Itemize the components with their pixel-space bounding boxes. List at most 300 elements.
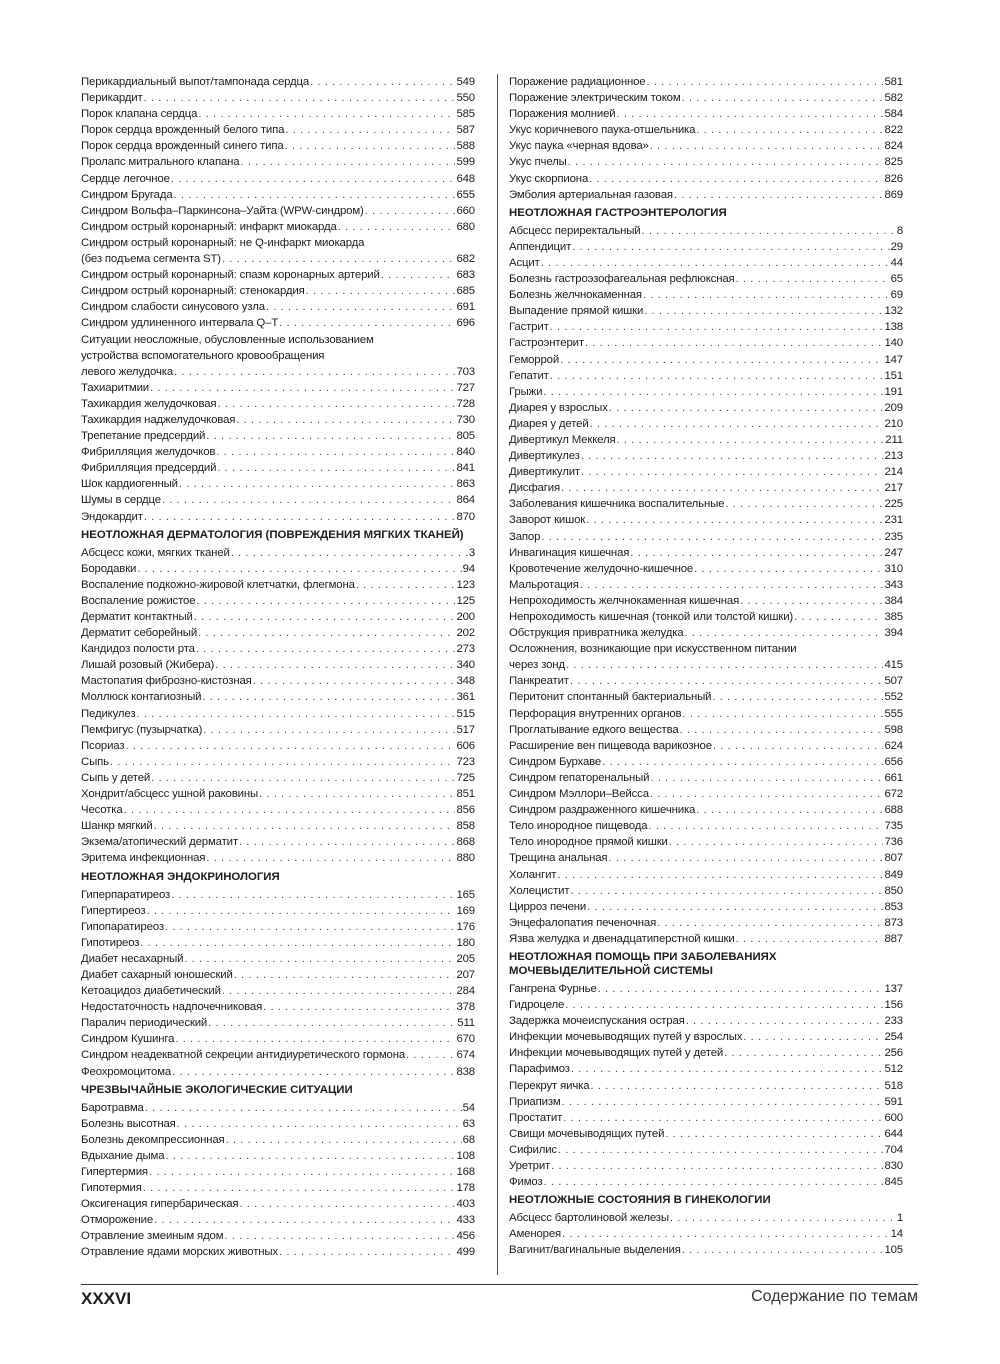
toc-entry[interactable] — [509, 1158, 903, 1174]
toc-entry[interactable] — [509, 609, 903, 625]
toc-page-number: 805 — [456, 430, 475, 443]
dot-leader — [184, 951, 455, 967]
dot-leader — [674, 187, 884, 203]
toc-entry-row — [509, 271, 903, 287]
toc-page-number: 138 — [884, 321, 903, 334]
toc-entry[interactable] — [81, 332, 475, 380]
toc-entry-title: Чесотка — [81, 804, 123, 817]
toc-page-number: 169 — [456, 904, 475, 917]
toc-entry-title: Моллюск контагиозный — [81, 691, 202, 704]
toc-entry[interactable] — [81, 689, 475, 705]
toc-entry-title: Гепатит — [509, 369, 549, 382]
dot-leader — [194, 609, 456, 625]
toc-entry[interactable] — [81, 802, 475, 818]
toc-page-number: 660 — [456, 204, 475, 217]
toc-entry[interactable] — [81, 74, 475, 90]
toc-entry[interactable] — [81, 609, 475, 625]
toc-entry[interactable] — [509, 480, 903, 496]
toc-entry[interactable] — [509, 997, 903, 1013]
toc-entry[interactable] — [81, 1164, 475, 1180]
toc-entry[interactable] — [81, 834, 475, 850]
dot-leader — [171, 887, 455, 903]
toc-entry[interactable] — [509, 496, 903, 512]
toc-entry[interactable] — [81, 903, 475, 919]
toc-entry-row — [509, 883, 903, 899]
toc-entry[interactable] — [509, 287, 903, 303]
toc-entry-row — [81, 1031, 475, 1047]
toc-entry-row — [509, 1158, 903, 1174]
toc-entry[interactable] — [81, 818, 475, 834]
toc-entry-title: Вдыхание дыма — [81, 1149, 165, 1162]
toc-entry[interactable] — [509, 239, 903, 255]
toc-page-number: 887 — [884, 932, 903, 945]
dot-leader — [234, 967, 456, 983]
toc-entry-title: Свищи мочевыводящих путей — [509, 1127, 665, 1140]
toc-entry-title: Кетоацидоз диабетический — [81, 985, 221, 998]
dot-leader — [541, 255, 890, 271]
toc-entry-row — [509, 335, 903, 351]
toc-page-number: 549 — [456, 76, 475, 88]
toc-entry-title: Синдром Бругада — [81, 188, 173, 201]
toc-page-number: 214 — [884, 466, 903, 479]
toc-entry-title: Дисфагия — [509, 482, 560, 495]
toc-entry[interactable] — [81, 722, 475, 738]
toc-entry-title: Кандидоз полости рта — [81, 643, 195, 656]
toc-page-number: 845 — [884, 1176, 903, 1189]
toc-entry[interactable] — [509, 335, 903, 351]
toc-entry-row — [509, 786, 903, 802]
toc-entry-row — [81, 625, 475, 641]
dot-leader — [562, 1094, 884, 1110]
toc-page-number: 14 — [890, 1228, 903, 1241]
dot-leader — [736, 271, 890, 287]
toc-entry[interactable] — [81, 935, 475, 951]
toc-entry[interactable] — [509, 74, 903, 90]
toc-entry[interactable] — [81, 1244, 475, 1260]
toc-column-right — [509, 74, 903, 1258]
toc-entry[interactable] — [81, 983, 475, 999]
toc-page-number: 830 — [884, 1160, 903, 1172]
toc-page-number: 736 — [884, 836, 903, 849]
toc-entry-title: Пролапс митрального клапана — [81, 156, 240, 169]
dot-leader — [648, 818, 883, 834]
toc-page-number: 284 — [456, 985, 475, 998]
toc-entry-row — [509, 480, 903, 496]
toc-entry[interactable] — [509, 625, 903, 641]
toc-entry[interactable] — [509, 1242, 903, 1258]
toc-page-number: 851 — [456, 788, 475, 801]
dot-leader — [338, 219, 456, 235]
toc-entry[interactable] — [509, 818, 903, 834]
toc-entry-row — [81, 545, 475, 561]
toc-entry[interactable] — [509, 171, 903, 187]
toc-entry[interactable] — [509, 271, 903, 287]
dot-leader — [206, 850, 455, 866]
toc-entry-title: Гипотиреоз — [81, 936, 140, 949]
toc-entry[interactable] — [509, 106, 903, 122]
toc-entry[interactable] — [509, 1045, 903, 1061]
toc-entry[interactable] — [509, 754, 903, 770]
toc-entry[interactable] — [81, 1116, 475, 1132]
dot-leader — [196, 641, 456, 657]
toc-entry[interactable] — [81, 786, 475, 802]
toc-entry[interactable] — [81, 138, 475, 154]
toc-entry[interactable] — [509, 529, 903, 545]
dot-leader — [650, 786, 884, 802]
toc-entry[interactable] — [509, 400, 903, 416]
toc-entry[interactable] — [509, 545, 903, 561]
toc-entry-title: Оксигенация гипербарическая — [81, 1198, 239, 1211]
toc-entry[interactable] — [509, 464, 903, 480]
toc-entry-row — [509, 529, 903, 545]
toc-entry-row — [509, 834, 903, 850]
toc-entry-title: Гипертиреоз — [81, 904, 146, 917]
toc-entry[interactable] — [81, 641, 475, 657]
toc-page-number: 655 — [456, 188, 475, 201]
toc-entry-row — [509, 981, 903, 997]
toc-page-number: 385 — [884, 611, 903, 623]
dot-leader — [259, 786, 455, 802]
dot-leader — [657, 915, 883, 931]
toc-page-number: 550 — [456, 92, 475, 105]
dot-leader — [589, 171, 883, 187]
toc-entry[interactable] — [81, 919, 475, 935]
toc-page-number: 685 — [456, 285, 475, 298]
toc-entry[interactable] — [81, 706, 475, 722]
toc-entry[interactable] — [81, 625, 475, 641]
dot-leader — [696, 802, 883, 818]
toc-entry[interactable] — [509, 1029, 903, 1045]
dot-leader — [240, 154, 455, 170]
toc-entry[interactable] — [81, 460, 475, 476]
dot-leader — [570, 883, 883, 899]
toc-entry[interactable] — [509, 770, 903, 786]
toc-entry[interactable] — [81, 887, 475, 903]
dot-leader — [285, 122, 455, 138]
toc-entry[interactable] — [81, 1064, 475, 1080]
toc-entry-title: Бородавки — [81, 562, 137, 575]
toc-entry-row — [509, 850, 903, 866]
toc-entry[interactable] — [509, 432, 903, 448]
toc-entry-row — [81, 1132, 475, 1148]
toc-entry[interactable] — [81, 444, 475, 460]
dot-leader — [560, 352, 883, 368]
toc-entry-row — [509, 770, 903, 786]
toc-page-number: 233 — [884, 1015, 903, 1028]
toc-entry[interactable] — [509, 1061, 903, 1077]
toc-entry[interactable] — [81, 967, 475, 983]
toc-entry[interactable] — [81, 299, 475, 315]
toc-entry[interactable] — [81, 673, 475, 689]
toc-entry[interactable] — [81, 1228, 475, 1244]
toc-entry[interactable] — [509, 1013, 903, 1029]
toc-entry-row — [81, 476, 475, 492]
dot-leader — [310, 74, 455, 90]
toc-entry-title: Синдром гепаторенальный — [509, 771, 650, 784]
toc-entry[interactable] — [81, 267, 475, 283]
toc-entry[interactable] — [81, 951, 475, 967]
toc-page-number: 880 — [456, 852, 475, 865]
toc-entry-row — [81, 722, 475, 738]
toc-entry[interactable] — [81, 283, 475, 299]
toc-entry[interactable] — [509, 850, 903, 866]
toc-entry[interactable] — [81, 509, 475, 525]
dot-leader — [151, 770, 455, 786]
toc-entry[interactable] — [509, 319, 903, 335]
toc-entry[interactable] — [509, 931, 903, 947]
toc-entry[interactable] — [81, 738, 475, 754]
toc-entry[interactable] — [509, 154, 903, 170]
toc-entry[interactable] — [509, 122, 903, 138]
toc-entry[interactable] — [81, 380, 475, 396]
toc-entry-row — [509, 577, 903, 593]
toc-entry-row — [509, 706, 903, 722]
toc-entry-row — [509, 1045, 903, 1061]
toc-entry-row — [509, 915, 903, 931]
toc-entry[interactable] — [509, 867, 903, 883]
toc-entry-title: Мальротация — [509, 578, 579, 591]
toc-entry-row — [509, 432, 903, 448]
toc-page-number: 723 — [456, 755, 475, 768]
toc-entry[interactable] — [81, 1180, 475, 1196]
dot-leader — [616, 432, 884, 448]
toc-entry-row — [81, 903, 475, 919]
toc-entry-title: Инвагинация кишечная — [509, 546, 630, 559]
dot-leader — [162, 492, 456, 508]
toc-page-number: 691 — [456, 301, 475, 314]
toc-entry[interactable] — [81, 1031, 475, 1047]
toc-entry-title: Сифилис — [509, 1143, 557, 1156]
toc-entry[interactable] — [509, 90, 903, 106]
toc-entry[interactable] — [509, 641, 903, 673]
toc-page-number: 696 — [456, 317, 475, 330]
dot-leader — [568, 154, 884, 170]
dot-leader — [165, 1148, 455, 1164]
toc-entry-title: Выпадение прямой кишки — [509, 305, 644, 318]
toc-page-number: 140 — [884, 337, 903, 350]
toc-entry-row — [509, 171, 903, 187]
toc-entry[interactable] — [81, 235, 475, 267]
toc-entry[interactable] — [509, 368, 903, 384]
toc-entry[interactable] — [81, 219, 475, 235]
toc-entry[interactable] — [509, 593, 903, 609]
toc-entry-title: Болезнь высотная — [81, 1117, 176, 1130]
toc-entry[interactable] — [81, 850, 475, 866]
toc-entry[interactable] — [509, 899, 903, 915]
toc-entry-row — [509, 867, 903, 883]
toc-entry[interactable] — [509, 1142, 903, 1158]
toc-entry-row — [509, 561, 903, 577]
toc-entry[interactable] — [81, 106, 475, 122]
toc-entry[interactable] — [81, 476, 475, 492]
toc-entry-title: Поражения молнией — [509, 108, 616, 121]
toc-entry[interactable] — [81, 412, 475, 428]
toc-entry-row — [81, 203, 475, 219]
toc-entry-row — [81, 90, 475, 106]
section-heading: НЕОТЛОЖНЫЕ СОСТОЯНИЯ В ГИНЕКОЛОГИИ — [509, 1194, 771, 1207]
toc-entry[interactable] — [509, 834, 903, 850]
toc-page-number: 165 — [456, 888, 475, 901]
toc-entry[interactable] — [81, 1047, 475, 1063]
toc-entry[interactable] — [509, 1210, 903, 1226]
toc-entry-row — [81, 509, 475, 525]
toc-entry-row — [81, 1148, 475, 1164]
toc-page-number: 853 — [884, 900, 903, 913]
toc-entry[interactable] — [509, 883, 903, 899]
dot-leader — [253, 673, 456, 689]
toc-page-number: 826 — [884, 172, 903, 185]
toc-entry[interactable] — [509, 786, 903, 802]
toc-entry[interactable] — [509, 689, 903, 705]
toc-page-number: 256 — [884, 1047, 903, 1060]
toc-entry-title: Диарея у детей — [509, 417, 589, 430]
toc-entry-row — [81, 106, 475, 122]
toc-entry-title: Синдром неадекватной секреции антидиуретического гормона — [81, 1049, 406, 1062]
toc-entry[interactable] — [509, 352, 903, 368]
toc-entry[interactable] — [81, 999, 475, 1015]
toc-entry[interactable] — [81, 203, 475, 219]
toc-page-number: 674 — [456, 1049, 475, 1062]
toc-entry-title: Синдром Кушинга — [81, 1033, 175, 1046]
toc-entry[interactable] — [509, 673, 903, 689]
dot-leader — [590, 1078, 883, 1094]
toc-entry-title: Вагинит/вагинальные выделения — [509, 1244, 681, 1257]
toc-entry[interactable] — [509, 384, 903, 400]
toc-entry[interactable] — [509, 1226, 903, 1242]
toc-entry[interactable] — [81, 770, 475, 786]
dot-leader — [571, 1061, 884, 1077]
toc-page-number: 108 — [456, 1149, 475, 1162]
dot-leader — [650, 138, 884, 154]
section-heading: НЕОТЛОЖНАЯ ЭНДОКРИНОЛОГИЯ — [81, 870, 280, 883]
toc-page-number: 515 — [456, 707, 475, 720]
toc-entry[interactable] — [81, 428, 475, 444]
toc-entry[interactable] — [81, 315, 475, 331]
toc-entry-row — [81, 267, 475, 283]
toc-entry[interactable] — [81, 171, 475, 187]
toc-page-number: 247 — [884, 546, 903, 559]
toc-entry-row — [81, 818, 475, 834]
toc-entry[interactable] — [81, 545, 475, 561]
toc-entry-title: Геморрой — [509, 353, 560, 366]
toc-entry-title: Задержка мочеиспускания острая — [509, 1015, 685, 1028]
dot-leader — [572, 239, 889, 255]
toc-page-number: 231 — [884, 514, 903, 527]
toc-entry[interactable] — [509, 138, 903, 154]
toc-entry[interactable] — [509, 187, 903, 203]
toc-entry-title: Эндокардит — [81, 510, 143, 523]
toc-entry-title: Абсцесс периректальный — [509, 224, 641, 237]
toc-entry[interactable] — [81, 1132, 475, 1148]
toc-entry[interactable] — [509, 448, 903, 464]
toc-entry[interactable] — [509, 416, 903, 432]
toc-entry[interactable] — [81, 1100, 475, 1116]
toc-entry[interactable] — [81, 396, 475, 412]
toc-entry[interactable] — [509, 1094, 903, 1110]
toc-entry-title: Обструкция привратника желудка — [509, 627, 684, 640]
column-divider — [497, 74, 498, 1275]
toc-entry-row — [509, 1226, 903, 1242]
dot-leader — [406, 1047, 455, 1063]
toc-entry-title: Гиперпаратиреоз — [81, 888, 171, 901]
dot-leader — [217, 396, 455, 412]
toc-page-number: 205 — [456, 952, 475, 965]
toc-page-number: 125 — [456, 594, 475, 607]
toc-entry-title: Грыжи — [509, 385, 543, 398]
toc-entry[interactable] — [509, 738, 903, 754]
toc-entry-row — [81, 74, 475, 90]
toc-entry[interactable] — [509, 706, 903, 722]
toc-page-number: 29 — [890, 240, 903, 253]
dot-leader — [381, 267, 456, 283]
toc-entry[interactable] — [81, 1196, 475, 1212]
toc-entry-title: Лишай розовый (Жибера) — [81, 659, 215, 672]
toc-entry[interactable] — [81, 1015, 475, 1031]
toc-entry[interactable] — [81, 754, 475, 770]
toc-page-number: 824 — [884, 140, 903, 153]
toc-entry[interactable] — [81, 492, 475, 508]
toc-entry[interactable] — [509, 303, 903, 319]
toc-entry[interactable] — [509, 1174, 903, 1190]
toc-entry[interactable] — [81, 1212, 475, 1228]
toc-entry[interactable] — [509, 981, 903, 997]
toc-page-number: 1 — [896, 1212, 903, 1225]
toc-page-number: 868 — [456, 836, 475, 849]
toc-entry[interactable] — [509, 1126, 903, 1142]
toc-page-number: 598 — [884, 723, 903, 736]
toc-entry[interactable] — [509, 802, 903, 818]
toc-entry-title: Порок сердца врожденный синего типа — [81, 140, 284, 153]
toc-entry-row — [81, 1100, 475, 1116]
toc-entry[interactable] — [81, 187, 475, 203]
dot-leader — [551, 1158, 883, 1174]
toc-entry[interactable] — [81, 90, 475, 106]
toc-entry-title: Тело инородное пищевода — [509, 820, 648, 833]
dot-leader — [558, 1142, 883, 1158]
toc-entry[interactable] — [509, 512, 903, 528]
toc-entry-row — [509, 997, 903, 1013]
toc-entry[interactable] — [509, 255, 903, 271]
dot-leader — [696, 122, 883, 138]
toc-entry-row — [81, 460, 475, 476]
toc-entry[interactable] — [81, 154, 475, 170]
toc-page-number: 65 — [890, 273, 903, 286]
toc-page-number: 394 — [884, 627, 903, 640]
toc-entry[interactable] — [509, 1110, 903, 1126]
toc-entry[interactable] — [81, 122, 475, 138]
toc-entry[interactable] — [81, 593, 475, 609]
toc-entry-line: Осложнения, возникающие при искусственном питании — [509, 643, 797, 656]
toc-page-number: 807 — [884, 852, 903, 865]
toc-page-number: 838 — [456, 1065, 475, 1078]
toc-entry[interactable] — [509, 722, 903, 738]
toc-entry[interactable] — [509, 577, 903, 593]
toc-entry[interactable] — [509, 1078, 903, 1094]
toc-entry-row — [509, 187, 903, 203]
toc-entry[interactable] — [509, 561, 903, 577]
toc-entry-title: Гипопаратиреоз — [81, 920, 164, 933]
toc-entry-title: Фибрилляция желудочков — [81, 446, 216, 459]
toc-entry[interactable] — [81, 577, 475, 593]
toc-entry[interactable] — [81, 561, 475, 577]
toc-page-number: 588 — [456, 140, 475, 153]
toc-entry[interactable] — [509, 915, 903, 931]
toc-entry[interactable] — [81, 1148, 475, 1164]
toc-entry-title: левого желудочка — [81, 365, 174, 378]
toc-entry[interactable] — [509, 223, 903, 239]
section-heading-line: НЕОТЛОЖНАЯ ПОМОЩЬ ПРИ ЗАБОЛЕВАНИЯХ — [509, 950, 777, 963]
toc-entry[interactable] — [81, 657, 475, 673]
